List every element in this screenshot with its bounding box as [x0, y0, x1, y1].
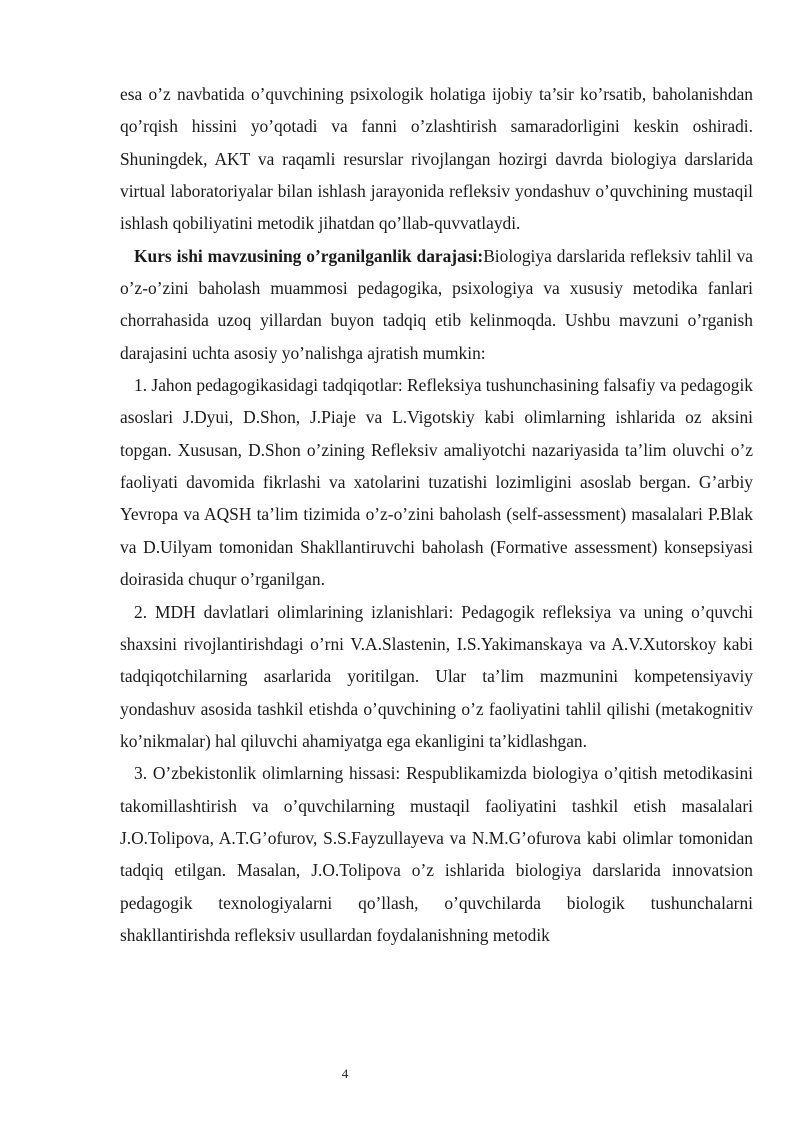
list-item-cis-research: 2. MDH davlatlari olimlarining izlanishlari: Pedagogik refleksiya va uning o’quvchi shaxsini rivojlantirishdagi o’rni V.A.Slastenin, I.S.Yakimanskaya va A.V.Xutorskoy kabi tadqiqotchilarning asarlarida yoritilgan. Ular ta’lim mazmunini kompetensiyaviy yondashuv asosida tashkil etishda o’quvchining o’z faoliyatini tahlil qilishi (metakognitiv ko’nikmalar) hal qiluvchi ahamiyatga ega ekanligini ta’kidlashgan.: [120, 601, 753, 751]
section-heading-body: Biologiya darslarida refleksiv tahlil va o’z-o’zini baholash muammosi pedagogika, psixologiya va xususiy metodika fanlari chorrahasida uzoq yillardan buyon tadqiq etib kelinmoqda. Ushbu mavzuni o’rganish darajasini uchta asosiy yo’nalishga ajratish mumkin:: [120, 245, 754, 363]
list-item-uzbek-scholars: 3. O’zbekistonlik olimlarning hissasi: Respublikamizda biologiya o’qitish metodikasini takomillashtirish va o’quvchilarning mustaqil faoliyatini tashkil etish masalalari J.O.Tolipova, A.T.G’ofurov, S.S.Fayzullayeva va N.M.G’ofurova kabi olimlar tomonidan tadqiq etilgan. Masalan, J.O.Tolipova o’z ishlarida biologiya darslarida innovatsion pedagogik texnologiyalarni qo’llash, o’quvchilarda biologik tushunchalarni shakllantirishda refleksiv usullardan foydalanishning metodik: [120, 763, 753, 945]
page-number: 4: [341, 1066, 349, 1081]
section-heading: Kurs ishi mavzusining o’rganilganlik darajasi:: [134, 245, 484, 266]
document-page: [120, 78, 753, 951]
paragraph-study-level: [120, 240, 753, 369]
list-item-world-pedagogy: 1. Jahon pedagogikasidagi tadqiqotlar: Refleksiya tushunchasining falsafiy va pedagogik asoslari J.Dyui, D.Shon, J.Piaje va L.Vigotskiy kabi olimlarning ishlarida oz aksini topgan. Xususan, D.Shon o’zining Refleksiv amaliyotchi nazariyasida ta’lim oluvchi o’z faoliyati davomida fikrlashi va xatolarini tuzatishi lozimligini asoslab bergan. G’arbiy Yevropa va AQSH ta’lim tizimida o’z-o’zini baholash (self-assessment) masalalari P.Blak va D.Uilyam tomonidan Shakllantiruvchi baholash (Formative assessment) konsepsiyasi doirasida chuqur o’rganilgan.: [120, 375, 753, 590]
paragraph-intro-continuation: esa o’z navbatida o’quvchining psixologik holatiga ijobiy ta’sir ko’rsatib, baholanishdan qo’rqish hissini yo’qotadi va fanni o’zlashtirish samaradorligini keskin oshiradi. Shuningdek, AKT va raqamli resurslar rivojlangan hozirgi davrda biologiya darslarida virtual laboratoriyalar bilan ishlash jarayonida refleksiv yondashuv o’quvchining mustaqil ishlash qobiliyatini metodik jihatdan qo’llab-quvvatlaydi.: [120, 84, 753, 234]
